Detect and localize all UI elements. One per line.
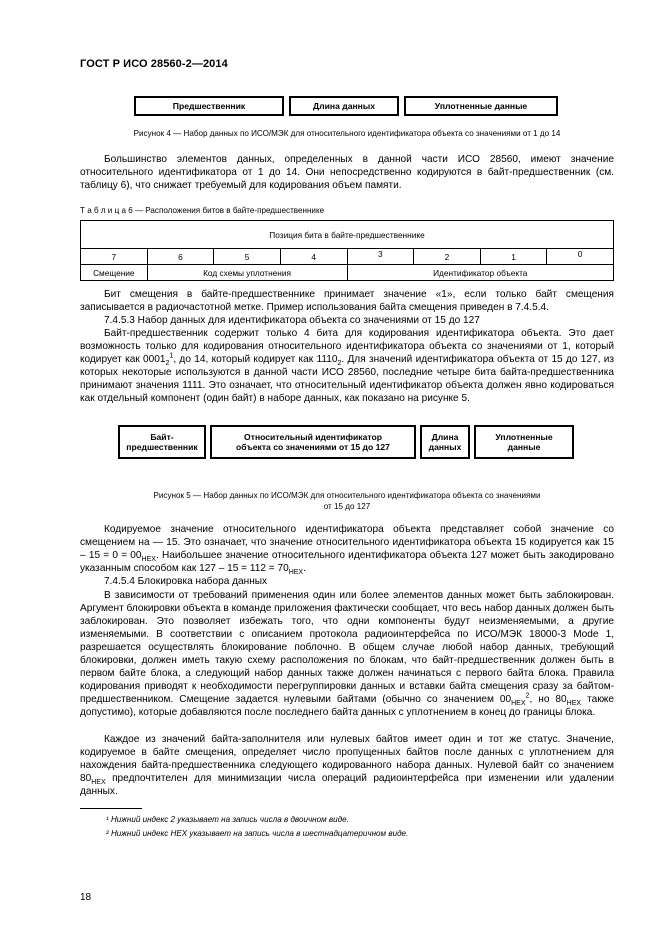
fig5-cell-data-length: Длина данных [420, 425, 470, 459]
table-6-header: Позиция бита в байте-предшественнике [81, 221, 614, 249]
bit-6: 6 [147, 249, 214, 265]
section-7-4-5-3-heading: 7.4.5.3 Набор данных для идентификатора объекта со значениями от 15 до 127 [104, 315, 480, 326]
footnote-2: ² Нижний индекс HEX указывает на запись числа в шестнадцатеричном виде. [106, 829, 409, 838]
paragraph-1: Большинство элементов данных, определенных в данной части ИСО 28560, имеют значение относительного идентификатора от 1 до 14. Они непосредственно кодируются в байт-предшественник (см. таблицу 6), что снижает требуемый для кодирования объем памяти. [80, 154, 614, 191]
figure-5-caption-line-2: от 15 до 127 [323, 502, 371, 511]
paragraph-3: Байт-предшественник содержит только 4 бита для кодирования идентификатора объекта. Это дает возможность только для кодирования относительного идентификатора объекта со значениями от 1, который кодирует как $0001_2^1$, до 14, который кодирует как $1110_2$. Для значений идентификатора объекта от 15 до 127, из которых некоторые используются в данной части ИСО 28560, последние четыре бита байта-предшественника принимают значения 1111. Это означает, что относительный идентификатор объекта должен явно кодироваться как отдельный компонент (один байт) в наборе данных, как показано на рисунке 5. [80, 328, 614, 404]
figure-5-caption-line-1: Рисунок 5 — Набор данных по ИСО/МЭК для относительного идентификатора объекта со значениями [153, 491, 541, 500]
figure-4-caption: Рисунок 4 — Набор данных по ИСО/МЭК для относительного идентификатора объекта со значениями от 1 до 14 [133, 129, 561, 138]
fig5-cell-relative-oid: Относительный идентификатор объекта со значениями от 15 до 127 [210, 425, 416, 459]
paragraph-5: В зависимости от требований применения один или более элементов данных может быть заблокирован. Аргумент блокировки объекта в команде приложения фактически сообщает, что весь набор данных должен быть заблокирован. Это позволяет избежать того, что одни компоненты будут неизменяемыми, а другие изменяемыми. В соответствии с описанием протокола радиоинтерфейса по ИСО/МЭК 18000-3 Mode 1, разрешается осуществлять блокирование поблочно. В общем случае любой набор данных, требующий блокировки, должен иметь такую схему расположения по блокам, что байт-предшественник должен быть в первом байте блока, а следующий набор данных также должен начинаться с первого байта блока. Правила кодирования приводят к необходимости перегруппировки данных и вставки байта смещения сразу за байтом-предшественником. Смещение задается нулевыми байтами (обычно со значением $00_{HEX}^2$, но $80_{HEX}$ также допустимо), которые добавляются после последнего байта данных с уплотнением в конец до границы блока. [80, 590, 614, 718]
bit-5: 5 [214, 249, 281, 265]
label-compaction-scheme: Код схемы уплотнения [147, 265, 347, 281]
fig4-cell-predecessor: Предшественник [134, 96, 284, 116]
section-7-4-5-4-heading: 7.4.5.4 Блокировка набора данных [104, 576, 268, 587]
document-header: ГОСТ Р ИСО 28560-2—2014 [80, 58, 228, 70]
label-offset: Смещение [81, 265, 148, 281]
figure-4-diagram [134, 96, 558, 116]
fig4-cell-data-length: Длина данных [289, 96, 399, 116]
fig4-cell-compacted-data: Уплотненные данные [404, 96, 558, 116]
bit-4: 4 [280, 249, 347, 265]
bit-7: 7 [81, 249, 148, 265]
fig5-cell-predecessor: Байт-предшественник [118, 425, 206, 459]
fig5-cell-compacted-data: Уплотненные данные [474, 425, 574, 459]
bit-2: 2 [414, 249, 481, 265]
bit-0: 0 [547, 249, 614, 265]
label-object-identifier: Идентификатор объекта [347, 265, 614, 281]
footnote-1: ¹ Нижний индекс 2 указывает на запись числа в двоичном виде. [106, 815, 349, 824]
paragraph-4: Кодируемое значение относительного идентификатора объекта представляет собой значение со смещением на — 15. Это означает, что значение относительного идентификатора объекта 15 кодируется как $15 - 15 = 0 = 00_{HEX}$. Наибольшее значение относительного идентификатора объекта 127 может быть закодировано указанным способом как $127 - 15 = 112 = 70_{HEX}$. [80, 524, 614, 577]
figure-5-diagram [118, 425, 574, 459]
footnote-divider [80, 808, 142, 809]
table-6 [80, 220, 614, 281]
bit-1: 1 [480, 249, 547, 265]
table-6-title: Т а б л и ц а 6 — Расположения битов в байте-предшественнике [80, 206, 325, 215]
paragraph-6: Каждое из значений байта-заполнителя или нулевых байтов имеет один и тот же статус. Значение, кодируемое в байте смещения, определяет число пропущенных байтов после данных с уплотнением для нахождения байта-предшественника следующего кодированного набора данных. Нулевой байт со значением $80_{HEX}$ предпочтителен для минимизации числа операций радиоинтерфейса при изменении или удалении данных. [80, 734, 614, 797]
bit-3: 3 [347, 249, 414, 265]
page-number: 18 [80, 892, 92, 903]
paragraph-2: Бит смещения в байте-предшественнике принимает значение «1», если только байт смещения записывается в радиочастотной метке. Пример использования байта смещения приведен в 7.4.5.4. [80, 289, 614, 313]
